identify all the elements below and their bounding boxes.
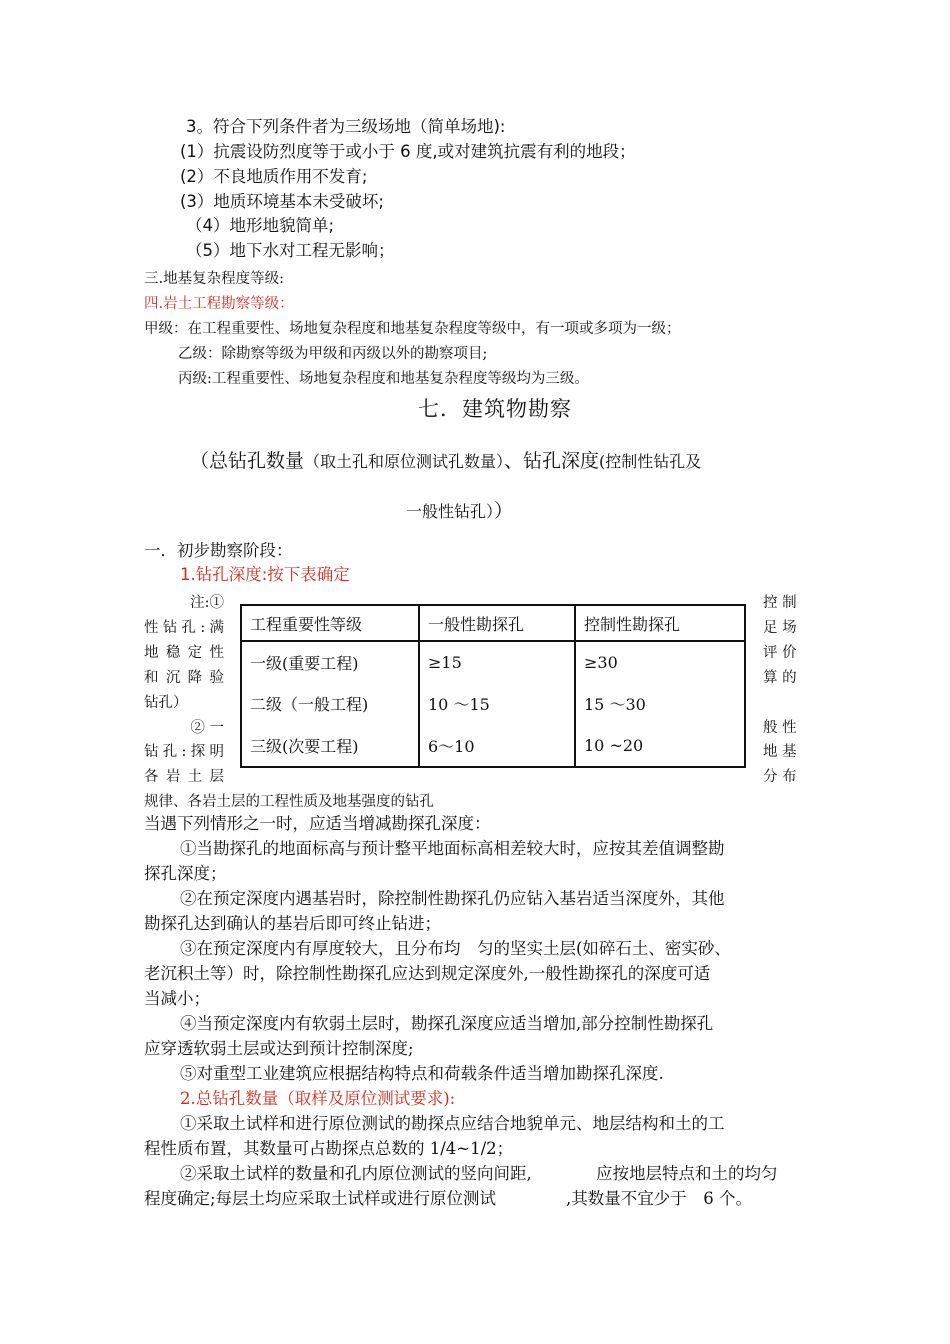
table-row <box>241 641 745 684</box>
table-header-row <box>241 605 745 641</box>
table-cell: ≥15 <box>419 641 575 684</box>
right-note-6: 地 基 <box>763 744 797 760</box>
table-cell: 三级(次要工程) <box>241 724 419 767</box>
header-general-hole: 一般性勘探孔 <box>419 605 575 641</box>
grade-b-text: 乙级：除勘察等级为甲级和丙级以外的勘察项目; <box>178 346 488 362</box>
count-q1-line1: ①采取土试样和进行原位测试的勘探点应结合地貌单元、地层结构和土的工 <box>180 1114 725 1133</box>
table-cell: 10 ~20 <box>575 724 745 767</box>
subtitle-line2-text: 一般性钻孔） <box>406 502 495 521</box>
note-tail: 规律、各岩土层的工程性质及地基强度的钻孔 <box>144 794 434 810</box>
table-cell: 二级（一般工程) <box>241 684 419 725</box>
subtitle-part-b: （取土孔和原位测试孔数量） <box>304 452 505 471</box>
right-note-3: 评 价 <box>763 645 797 661</box>
chapter-subtitle-line2 <box>406 500 513 523</box>
left-note-1: 注:① <box>190 595 224 611</box>
adjust-p2-line2: 勘探孔达到确认的基岩后即可终止钻进； <box>144 914 441 933</box>
adjust-p2-line1: ②在预定深度内遇基岩时，除控制性勘探孔仍应钻入基岩适当深度外，其他 <box>180 889 725 908</box>
grade-a-text: 甲级：在工程重要性、场地复杂程度和地基复杂程度等级中，有一项或多项为一级； <box>144 321 681 337</box>
left-note-6: ② 一 <box>190 720 224 736</box>
left-note-2: 性钻孔:满 <box>144 620 224 636</box>
adjust-p3-line2: 老沉积土等）时，除控制性勘探孔应达到规定深度外,一般性勘探孔的深度可适 <box>144 964 711 983</box>
count-q1-line2: 程性质布置，其数量可占勘探点总数的 1/4~1/2； <box>144 1139 514 1158</box>
adjust-p1-line1: ①当勘探孔的地面标高与预计整平地面标高相差较大时，应按其差值调整勘 <box>180 839 725 858</box>
right-note-2: 足 场 <box>763 620 797 636</box>
right-note-4: 算 的 <box>763 670 797 686</box>
adjust-p3-line3: 当减小； <box>144 989 210 1008</box>
subtitle-part-d: (控制性钻孔及 <box>599 452 702 471</box>
count-q2-line1a: ②采取土试样的数量和孔内原位测试的竖向间距, <box>180 1164 532 1183</box>
adjust-p4-line2: 应穿透软弱土层或达到预计控制深度; <box>144 1039 414 1058</box>
grade-c-text: 丙级:工程重要性、场地复杂程度和地基复杂程度等级均为三级。 <box>178 371 589 387</box>
stage1-heading: 一．初步勘察阶段： <box>144 541 293 560</box>
table-cell: 10 ～15 <box>419 684 575 725</box>
cond3-title: 3。符合下列条件者为三级场地（简单场地): <box>186 117 506 136</box>
chapter-title: 七．建筑物勘察 <box>418 397 572 421</box>
adjust-p1-line2: 探孔深度； <box>144 864 227 883</box>
table-cell: ≥30 <box>575 641 745 684</box>
table-cell: 6～10 <box>419 724 575 767</box>
left-note-3: 地稳定性 <box>144 645 224 661</box>
adjust-p3-line1: ③在预定深度内有厚度较大，且分布均 匀的坚实土层(如碎石土、密实砂、 <box>180 939 731 958</box>
section-4-heading: 四.岩土工程勘察等级： <box>144 296 294 312</box>
table-row <box>241 724 745 767</box>
left-note-5: 钻孔） <box>144 695 188 711</box>
depth-heading: 1.钻孔深度:按下表确定 <box>180 565 350 584</box>
chapter-subtitle-line1 <box>190 450 701 473</box>
cond3-item-1: (1）抗震设防烈度等于或小于 6 度,或对建筑抗震有利的地段； <box>180 142 636 161</box>
count-q2-line2b: ,其数量不宜少于 6 个。 <box>566 1189 752 1208</box>
cond3-item-3: (3）地质环境基本未受破坏; <box>180 192 384 211</box>
right-note-5: 般 性 <box>763 720 797 736</box>
right-note-7: 分 布 <box>763 769 797 785</box>
subtitle-part-a: （总钻孔数量 <box>190 450 305 472</box>
left-note-7: 钻孔:探明 <box>144 744 224 760</box>
adjust-p4-line1: ④当预定深度内有软弱土层时，勘探孔深度应适当增加,部分控制性勘探孔 <box>180 1014 714 1033</box>
subtitle-part-c: 、钻孔深度 <box>504 450 600 472</box>
cond3-item-4: （4）地形地貌简单; <box>186 216 335 235</box>
adjust-intro: 当遇下列情形之一时，应适当增减勘探孔深度： <box>144 814 491 833</box>
left-note-8: 各岩土层 <box>144 769 224 785</box>
right-note-1: 控 制 <box>763 595 797 611</box>
left-note-4: 和沉降验 <box>144 670 224 686</box>
header-control-hole: 控制性勘探孔 <box>575 605 745 641</box>
table-row <box>241 684 745 725</box>
count-q2-line1b: 应按地层特点和土的均匀 <box>596 1164 778 1183</box>
drill-depth-table <box>240 604 746 768</box>
section-3-heading: 三.地基复杂程度等级: <box>144 271 284 287</box>
count-q2-line2a: 程度确定;每层土均应采取土试样或进行原位测试 <box>144 1189 497 1208</box>
cond3-item-2: (2）不良地质作用不发育; <box>180 167 368 186</box>
header-importance: 工程重要性等级 <box>241 605 419 641</box>
count-heading: 2.总钻孔数量（取样及原位测试要求): <box>180 1089 456 1108</box>
subtitle-close: ） <box>494 500 514 522</box>
table-cell: 15 ～30 <box>575 684 745 725</box>
table-cell: 一级(重要工程) <box>241 641 419 684</box>
adjust-p5: ⑤对重型工业建筑应根据结构特点和荷载条件适当增加勘探孔深度. <box>180 1064 664 1083</box>
cond3-item-5: （5）地下水对工程无影响； <box>186 241 395 260</box>
